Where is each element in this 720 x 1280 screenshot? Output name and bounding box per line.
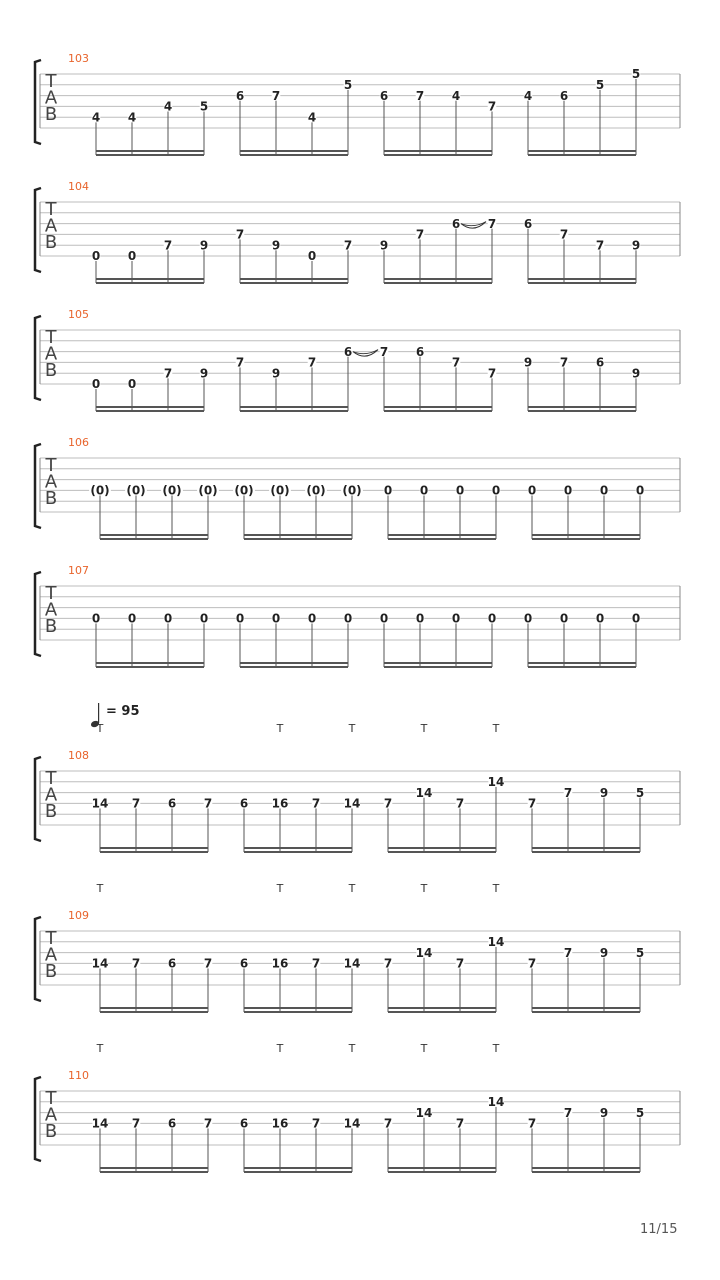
tab-clef-letter: B (44, 232, 58, 253)
beam (244, 538, 352, 540)
tab-clef-letter: A (44, 599, 58, 621)
beam (532, 534, 640, 536)
measure-number: 103 (68, 52, 89, 65)
beam (384, 282, 492, 284)
tab-clef-letter: B (44, 961, 58, 982)
fret-number: 14 (487, 935, 505, 949)
beam (244, 534, 352, 536)
tap-mark: T (96, 1042, 104, 1055)
fret-number: 0 (271, 611, 281, 626)
fret-number: 14 (91, 956, 109, 971)
tap-mark: T (96, 882, 104, 895)
fret-number: 6 (167, 796, 177, 811)
fret-number: 5 (635, 1105, 645, 1120)
fret-number: 5 (635, 945, 645, 960)
tab-system-106 (35, 436, 680, 540)
fret-number: 7 (415, 88, 425, 103)
fret-number: 4 (163, 99, 173, 114)
fret-number: 6 (235, 88, 245, 103)
measure-number: 108 (68, 749, 89, 762)
fret-number: 14 (415, 1105, 433, 1120)
fret-number: 7 (451, 355, 461, 370)
beam (240, 282, 348, 284)
tab-system-109 (35, 882, 680, 1013)
tap-mark: T (276, 882, 284, 895)
fret-number: 7 (131, 956, 141, 971)
tap-mark: T (420, 722, 428, 735)
fret-number: 0 (599, 483, 609, 498)
beam (384, 150, 492, 152)
fret-number: 9 (599, 945, 609, 960)
fret-number: 6 (343, 344, 353, 359)
beam (528, 282, 636, 284)
fret-number: 7 (311, 796, 321, 811)
fret-number: 7 (383, 796, 393, 811)
tap-mark: T (420, 1042, 428, 1055)
fret-number: 0 (235, 611, 245, 626)
fret-number: 5 (631, 67, 641, 82)
fret-number: 9 (599, 1105, 609, 1120)
beam (100, 851, 208, 853)
fret-number: 0 (631, 611, 641, 626)
fret-number: 0 (307, 611, 317, 626)
beam (384, 666, 492, 668)
fret-number: 0 (127, 249, 137, 264)
beam (244, 1007, 352, 1009)
fret-number: 7 (383, 956, 393, 971)
fret-number: 14 (343, 956, 361, 971)
measure-number: 105 (68, 308, 89, 321)
beam (388, 538, 496, 540)
fret-number: 4 (127, 110, 137, 125)
fret-number: 0 (91, 611, 101, 626)
beam (96, 666, 204, 668)
fret-number: 16 (271, 1116, 289, 1131)
fret-number: 9 (271, 238, 281, 253)
beam (96, 278, 204, 280)
beam (388, 851, 496, 853)
fret-number: 7 (383, 1116, 393, 1131)
beam (96, 282, 204, 284)
tab-clef-letter: B (44, 104, 58, 125)
tab-clef-letter: T (45, 768, 57, 789)
fret-number: 7 (455, 1116, 465, 1131)
tap-mark: T (492, 882, 500, 895)
fret-number: 7 (487, 366, 497, 381)
fret-number: 7 (559, 355, 569, 370)
beam (532, 1171, 640, 1173)
measure-number: 109 (68, 909, 89, 922)
fret-number: 0 (163, 611, 173, 626)
fret-number: 0 (91, 377, 101, 392)
fret-number: 0 (379, 611, 389, 626)
fret-number: 7 (415, 227, 425, 242)
fret-number: 6 (523, 216, 533, 231)
beam (240, 154, 348, 156)
fret-number: 7 (487, 216, 497, 231)
fret-number: (0) (342, 483, 362, 498)
fret-number: 0 (415, 611, 425, 626)
fret-number: 7 (235, 227, 245, 242)
fret-number: 7 (595, 238, 605, 253)
fret-number: 6 (167, 956, 177, 971)
fret-number: 7 (455, 796, 465, 811)
beam (240, 662, 348, 664)
tab-clef-letter: A (44, 215, 58, 237)
tempo-value: = 95 (106, 704, 140, 719)
measure-number: 110 (68, 1069, 89, 1082)
beam (240, 278, 348, 280)
fret-number: 9 (599, 785, 609, 800)
fret-number: 0 (91, 249, 101, 264)
fret-number: 16 (271, 956, 289, 971)
fret-number: 4 (451, 88, 461, 103)
fret-number: 0 (595, 611, 605, 626)
tap-mark: T (420, 882, 428, 895)
fret-number: 6 (239, 1116, 249, 1131)
tab-clef-letter: B (44, 1121, 58, 1142)
tap-mark: T (348, 722, 356, 735)
beam (96, 410, 204, 412)
beam (388, 1167, 496, 1169)
fret-number: 6 (451, 216, 461, 231)
fret-number: 7 (311, 1116, 321, 1131)
fret-number: 14 (343, 1116, 361, 1131)
fret-number: 14 (415, 945, 433, 960)
tab-system-105 (35, 308, 680, 412)
fret-number: 16 (271, 796, 289, 811)
measure-number: 107 (68, 564, 89, 577)
tab-clef-letter: B (44, 488, 58, 509)
beam (244, 851, 352, 853)
tab-clef-letter: T (45, 583, 57, 604)
fret-number: 9 (523, 355, 533, 370)
beam (244, 1011, 352, 1013)
tab-clef-letter: T (45, 71, 57, 92)
beam (96, 406, 204, 408)
fret-number: 6 (239, 796, 249, 811)
beam (100, 538, 208, 540)
fret-number: 9 (271, 366, 281, 381)
beam (384, 278, 492, 280)
fret-number: 7 (131, 796, 141, 811)
tap-mark: T (276, 1042, 284, 1055)
measure-number: 106 (68, 436, 89, 449)
fret-number: 6 (379, 88, 389, 103)
fret-number: 0 (127, 377, 137, 392)
tap-mark: T (492, 722, 500, 735)
tap-mark: T (492, 1042, 500, 1055)
fret-number: 5 (595, 78, 605, 92)
beam (388, 1011, 496, 1013)
tap-mark: T (348, 1042, 356, 1055)
beam (532, 851, 640, 853)
tab-clef-letter: B (44, 801, 58, 822)
beam (532, 538, 640, 540)
tab-clef-letter: A (44, 784, 58, 806)
beam (388, 1007, 496, 1009)
fret-number: 0 (635, 483, 645, 498)
fret-number: 14 (91, 1116, 109, 1131)
fret-number: 0 (343, 611, 353, 626)
beam (532, 1007, 640, 1009)
beam (240, 150, 348, 152)
fret-number: 0 (523, 611, 533, 626)
fret-number: 7 (163, 238, 173, 253)
tab-clef-letter: B (44, 616, 58, 637)
fret-number: (0) (90, 483, 110, 498)
fret-number: 7 (527, 796, 537, 811)
tab-clef-letter: T (45, 327, 57, 348)
fret-number: (0) (234, 483, 254, 498)
fret-number: (0) (198, 483, 218, 498)
beam (528, 406, 636, 408)
tab-clef-letter: A (44, 1104, 58, 1126)
fret-number: 7 (203, 796, 213, 811)
beam (96, 150, 204, 152)
fret-number: 14 (343, 796, 361, 811)
beam (532, 1011, 640, 1013)
beam (528, 666, 636, 668)
fret-number: 0 (455, 483, 465, 498)
beam (240, 666, 348, 668)
beam (384, 410, 492, 412)
beam (244, 847, 352, 849)
beam (384, 154, 492, 156)
fret-number: 0 (419, 483, 429, 498)
fret-number: 0 (199, 611, 209, 626)
fret-number: 4 (91, 110, 101, 125)
fret-number: 7 (559, 227, 569, 242)
tab-clef-letter: A (44, 944, 58, 966)
tab-clef-letter: A (44, 343, 58, 365)
beam (384, 406, 492, 408)
fret-number: 14 (415, 785, 433, 800)
beam (528, 410, 636, 412)
fret-number: 7 (455, 956, 465, 971)
tap-mark: T (276, 722, 284, 735)
measure-number: 104 (68, 180, 89, 193)
fret-number: 0 (487, 611, 497, 626)
tab-clef-letter: T (45, 455, 57, 476)
tab-clef-letter: T (45, 1088, 57, 1109)
beam (100, 847, 208, 849)
fret-number: 0 (563, 483, 573, 498)
fret-number: 14 (487, 1095, 505, 1109)
fret-number: 0 (491, 483, 501, 498)
fret-number: (0) (306, 483, 326, 498)
beam (100, 1171, 208, 1173)
tab-system-110 (35, 1042, 680, 1173)
beam (100, 1011, 208, 1013)
beam (244, 1171, 352, 1173)
fret-number: 7 (203, 956, 213, 971)
fret-number: 6 (415, 344, 425, 359)
tab-system-107 (35, 564, 680, 668)
beam (532, 847, 640, 849)
beam (100, 1007, 208, 1009)
fret-number: 7 (563, 1105, 573, 1120)
fret-number: 7 (379, 344, 389, 359)
beam (240, 406, 348, 408)
tab-clef-letter: T (45, 928, 57, 949)
fret-number: 6 (167, 1116, 177, 1131)
fret-number: 0 (383, 483, 393, 498)
fret-number: 5 (199, 99, 209, 114)
tab-clef-letter: A (44, 87, 58, 109)
fret-number: 14 (91, 796, 109, 811)
fret-number: (0) (162, 483, 182, 498)
beam (96, 662, 204, 664)
fret-number: (0) (270, 483, 290, 498)
fret-number: 4 (523, 88, 533, 103)
fret-number: 0 (127, 611, 137, 626)
fret-number: 9 (199, 238, 209, 253)
fret-number: 7 (131, 1116, 141, 1131)
beam (388, 1171, 496, 1173)
fret-number: 5 (343, 78, 353, 92)
tab-system-103 (35, 52, 680, 156)
tap-mark: T (96, 722, 104, 735)
page-number: 11/15 (640, 1222, 678, 1237)
beam (388, 534, 496, 536)
beam (100, 1167, 208, 1169)
fret-number: 7 (563, 945, 573, 960)
beam (240, 410, 348, 412)
beam (100, 534, 208, 536)
beam (532, 1167, 640, 1169)
beam (528, 662, 636, 664)
beam (244, 1167, 352, 1169)
beam (528, 150, 636, 152)
fret-number: 7 (163, 366, 173, 381)
fret-number: 9 (379, 238, 389, 253)
fret-number: 9 (199, 366, 209, 381)
tab-clef-letter: T (45, 199, 57, 220)
fret-number: 7 (527, 1116, 537, 1131)
fret-number: 7 (235, 355, 245, 370)
tab-clef-letter: A (44, 471, 58, 493)
fret-number: 7 (203, 1116, 213, 1131)
tab-clef-letter: B (44, 360, 58, 381)
beam (388, 847, 496, 849)
tab-system-108 (35, 722, 680, 853)
fret-number: 6 (559, 88, 569, 103)
beam (96, 154, 204, 156)
fret-number: 14 (487, 775, 505, 789)
fret-number: 4 (307, 110, 317, 125)
fret-number: 0 (307, 249, 317, 264)
beam (384, 662, 492, 664)
fret-number: 7 (487, 99, 497, 114)
fret-number: (0) (126, 483, 146, 498)
tab-system-104 (35, 180, 680, 284)
beam (528, 154, 636, 156)
fret-number: 7 (563, 785, 573, 800)
fret-number: 0 (559, 611, 569, 626)
tap-mark: T (348, 882, 356, 895)
fret-number: 7 (343, 238, 353, 253)
fret-number: 6 (595, 355, 605, 370)
fret-number: 9 (631, 238, 641, 253)
fret-number: 7 (527, 956, 537, 971)
fret-number: 7 (307, 355, 317, 370)
fret-number: 0 (451, 611, 461, 626)
fret-number: 5 (635, 785, 645, 800)
fret-number: 9 (631, 366, 641, 381)
fret-number: 0 (527, 483, 537, 498)
fret-number: 7 (311, 956, 321, 971)
beam (528, 278, 636, 280)
fret-number: 7 (271, 88, 281, 103)
fret-number: 6 (239, 956, 249, 971)
